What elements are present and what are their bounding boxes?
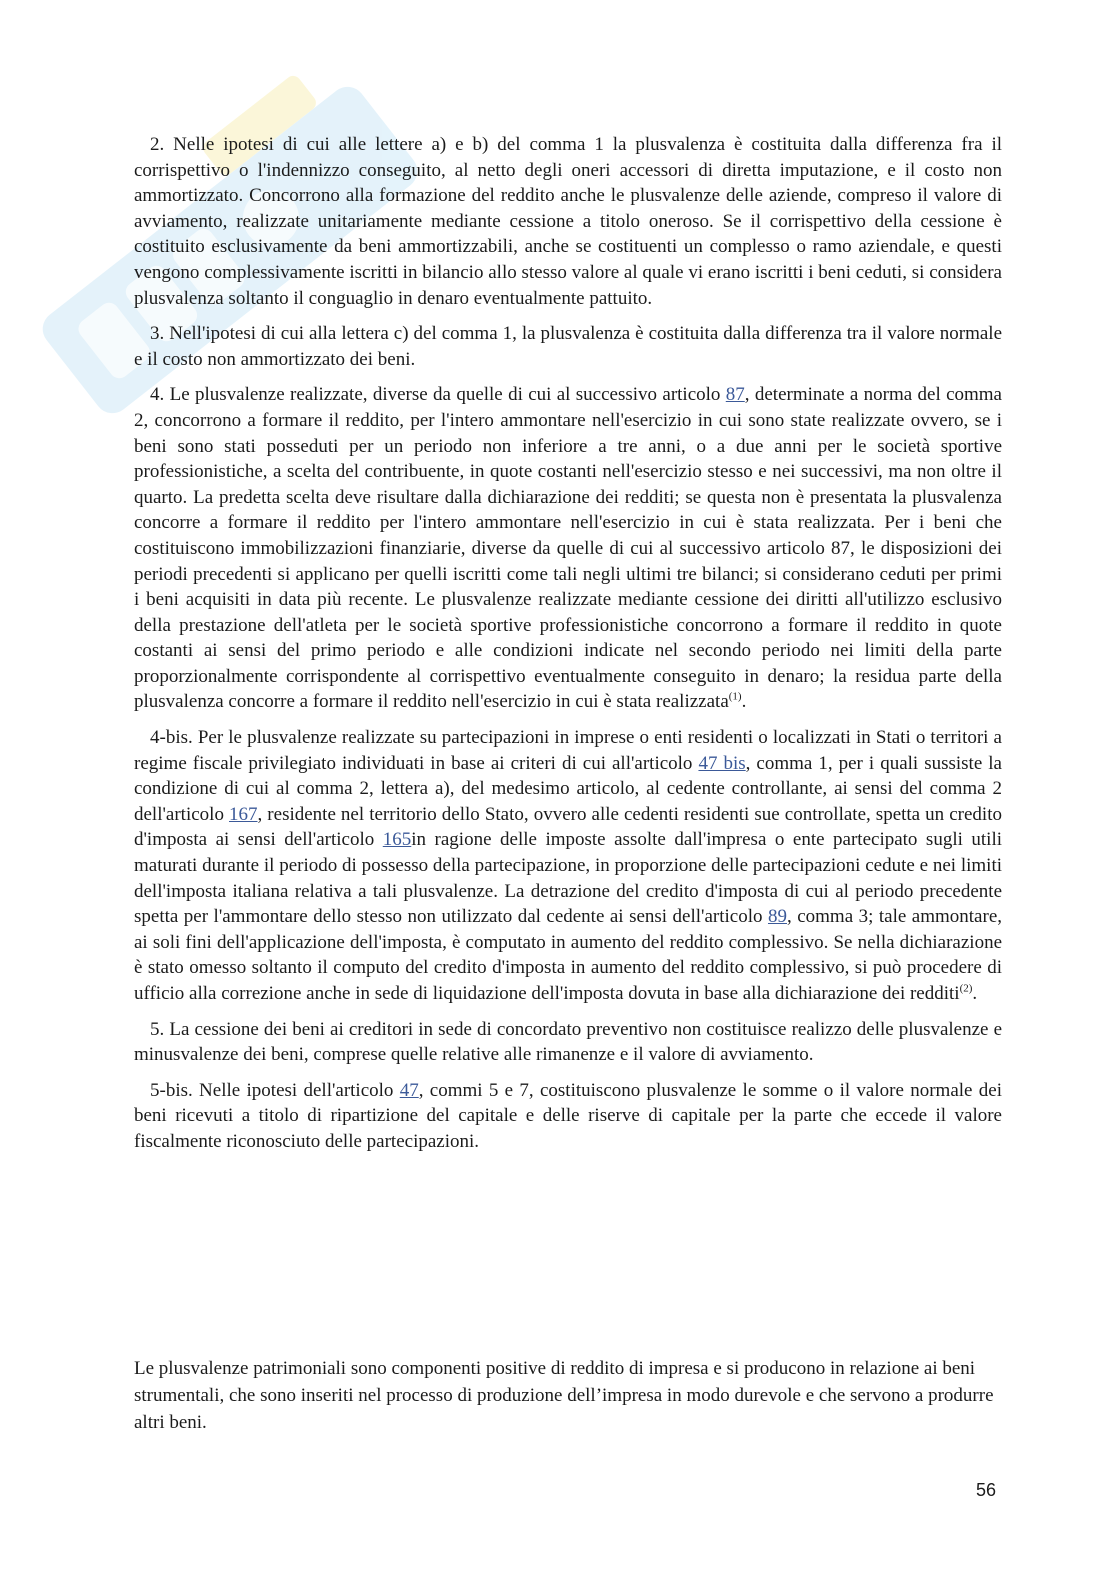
article-reference-link[interactable]: 47 bis	[698, 752, 746, 774]
summary-paragraph: Le plusvalenze patrimoniali sono componenti positive di reddito di impresa e si producono in relazione ai beni strumentali, che sono inseriti nel processo di produzione dell’impresa in modo durevole e che servono a produrre altri beni.	[134, 1358, 994, 1433]
paragraph-text: .	[741, 691, 747, 713]
article-reference-link[interactable]: 89	[767, 906, 787, 928]
footnote-reference: (2)	[959, 982, 973, 995]
paragraph-text: 4. Le plusvalenze realizzate, diverse da quelle di cui al successivo articolo	[150, 384, 726, 406]
paragraph-text: , residente nel territorio dello Stato, ovvero alle cedenti residenti sue controllate, spetta un credito d'imposta ai sensi dell'articolo	[134, 803, 1002, 851]
paragraph-text: , commi 5 e 7, costituiscono plusvalenze le somme o il valore normale dei beni ricevuti a titolo di ripartizione del capitale e delle riserve di capitale per la parte che eccede il valore fiscalmente riconosciuto delle partecipazioni.	[134, 1079, 1002, 1152]
document-body	[134, 132, 1002, 1165]
paragraph-text: 2. Nelle ipotesi di cui alle lettere a) e b) del comma 1 la plusvalenza è costituita dalla differenza fra il corrispettivo o l'indennizzo conseguito, al netto degli oneri accessori di diretta imputazione, e il costo non ammortizzato. Concorrono alla formazione del reddito anche le plusvalenze delle aziende, compreso il valore di avviamento, realizzate unitariamente mediante cessione a titolo oneroso. Se il corrispettivo della cessione è costituito esclusivamente da beni ammortizzabili, anche se costituenti un complesso o ramo aziendale, e questi vengono complessivamente iscritti in bilancio allo stesso valore al quale vi erano iscritti i beni ceduti, si considera plusvalenza soltanto il conguaglio in denaro eventualmente pattuito.	[134, 134, 1002, 309]
article-reference-link[interactable]: 47	[399, 1079, 419, 1101]
article-paragraph	[134, 725, 1002, 1007]
footnote-reference: (1)	[728, 691, 742, 704]
paragraph-text: , comma 3; tale ammontare, ai soli fini dell'applicazione dell'imposta, è computato in aumento del reddito complessivo. Se nella dichiarazione è stato omesso soltanto il computo del credito d'imposta in aumento del reddito complessivo, si può procedere di ufficio alla correzione anche in sede di liquidazione dell'imposta dovuta in base alla dichiarazione dei redditi	[134, 906, 1002, 1004]
article-reference-link[interactable]: 167	[229, 803, 258, 825]
paragraph-text: 5. La cessione dei beni ai creditori in sede di concordato preventivo non costituisce realizzo delle plusvalenze e minusvalenze dei beni, comprese quelle relative alle rimanenze e il valore di avviamento.	[134, 1018, 1002, 1066]
paragraph-text: , determinate a norma del comma 2, concorrono a formare il reddito, per l'intero ammontare nell'esercizio in cui sono state realizzate ovvero, se i beni sono stati posseduti per un periodo non inferiore a tre anni, o a due anni per le società sportive professionistiche, a scelta del contribuente, in quote costanti nell'esercizio stesso e nei successivi, ma non oltre il quarto. La predetta scelta deve risultare dalla dichiarazione dei redditi; se questa non è presentata la plusvalenza concorre a formare il reddito per l'intero ammontare nell'esercizio in cui è stata realizzata. Per i beni che costituiscono immobilizzazioni finanziarie, diverse da quelle di cui al successivo articolo 87, le disposizioni dei periodi precedenti si applicano per quelli iscritti come tali negli ultimi tre bilanci; si considerano ceduti per primi i beni acquisiti in data più recente. Le plusvalenze realizzate mediante cessione dei diritti all'utilizzo esclusivo della prestazione dell'atleta per le società sportive professionistiche concorrono a formare il reddito in quote costanti ai sensi del primo periodo e alle condizioni indicate nel secondo periodo nei limiti della parte proporzionalmente corrispondente al corrispettivo eventualmente conseguito in denaro; la residua parte della plusvalenza concorre a formare il reddito nell'esercizio in cui è stata realizzata	[134, 384, 1002, 713]
paragraph-text: 5-bis. Nelle ipotesi dell'articolo	[150, 1079, 400, 1101]
article-reference-link[interactable]: 87	[725, 384, 745, 406]
article-reference-link[interactable]: 165	[382, 829, 412, 851]
article-paragraph	[134, 382, 1002, 715]
article-paragraph	[134, 321, 1002, 372]
paragraph-text: 3. Nell'ipotesi di cui alla lettera c) del comma 1, la plusvalenza è costituita dalla differenza tra il valore normale e il costo non ammortizzato dei beni.	[134, 323, 1002, 370]
page-number: 56	[976, 1480, 997, 1500]
paragraph-text: in ragione delle imposte assolte dall'impresa o ente partecipato sugli utili maturati durante il periodo di possesso della partecipazione, in proporzione delle partecipazioni cedute e nei limiti dell'imposta italiana relativa a tali plusvalenze. La detrazione del credito d'imposta di cui al periodo precedente spetta per l'ammontare dello stesso non utilizzato dal cedente ai sensi dell'articolo	[134, 829, 1003, 928]
article-paragraph	[134, 1078, 1002, 1155]
article-paragraph	[134, 1017, 1002, 1068]
article-paragraph	[134, 132, 1002, 311]
paragraph-text: .	[972, 983, 978, 1004]
paragraph-text: , comma 1, per i quali sussiste la condizione di cui al comma 2, lettera a), del medesimo articolo, al cedente controllante, ai sensi del comma 2 dell'articolo	[134, 752, 1002, 825]
paragraph-text: 4-bis. Per le plusvalenze realizzate su partecipazioni in imprese o enti residenti o localizzati in Stati o territori a regime fiscale privilegiato individuati in base ai criteri di cui all'articolo	[134, 727, 1002, 774]
